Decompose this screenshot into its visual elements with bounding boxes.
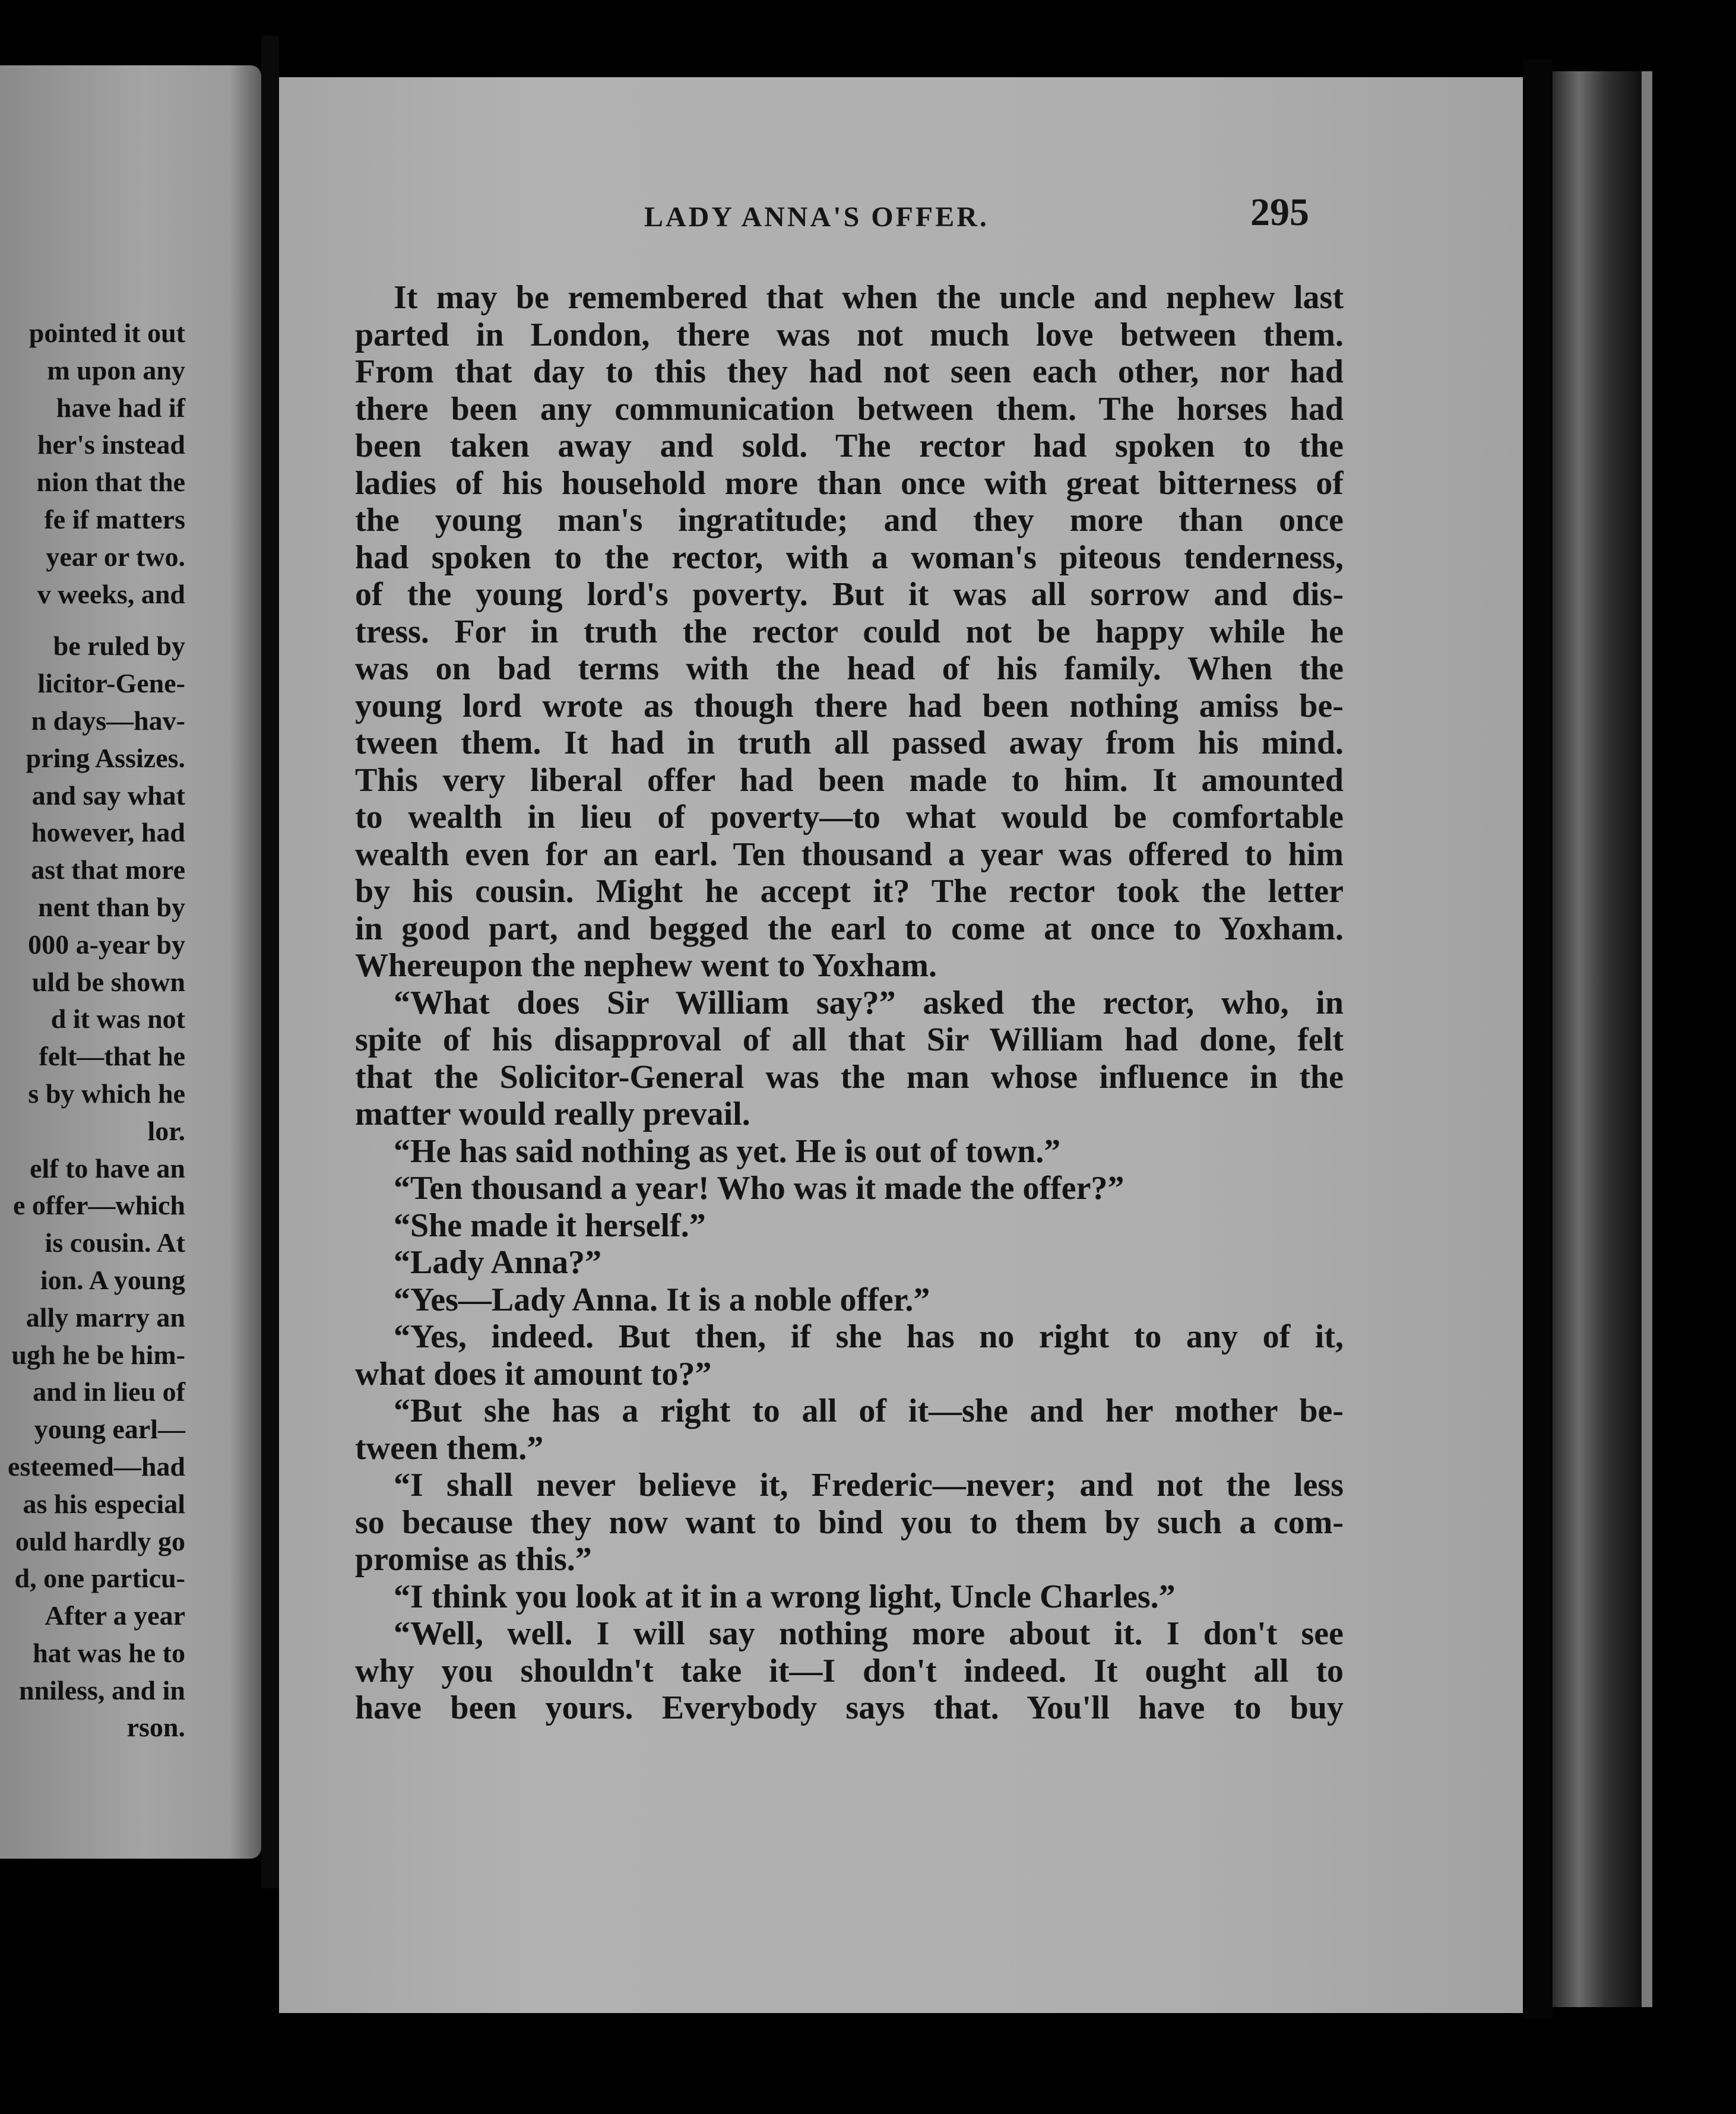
text-line: why you shouldn't take it—I don't indeed. It ought all to (355, 1652, 1344, 1689)
previous-page-line: e offer—which (13, 1190, 185, 1221)
text-line: “I shall never believe it, Frederic—never; and not the less (394, 1467, 1344, 1504)
previous-page-fragment (0, 65, 261, 1859)
text-line: the young man's ingratitude; and they more than once (355, 502, 1344, 539)
text-line: to wealth in lieu of poverty—to what would be comfortable (355, 799, 1344, 836)
previous-page-line: ould hardly go (15, 1526, 185, 1556)
text-line: It may be remembered that when the uncle and nephew last (394, 279, 1344, 316)
previous-page-line: d it was not (50, 1004, 185, 1034)
text-line: promise as this.” (355, 1541, 592, 1578)
text-line: tween them. It had in truth all passed away from his mind. (355, 724, 1344, 761)
previous-page-line: elf to have an (30, 1153, 185, 1183)
previous-page-line: ion. A young (40, 1264, 185, 1295)
previous-page-line: esteemed—had (8, 1451, 185, 1482)
text-line: was on bad terms with the head of his family. When the (355, 650, 1344, 687)
page-number: 295 (1250, 191, 1309, 234)
previous-page-line: pring Assizes. (26, 742, 185, 773)
text-line: in good part, and begged the earl to come at once to Yoxham. (355, 910, 1344, 947)
text-line: “Lady Anna?” (394, 1244, 602, 1281)
previous-page-line: nent than by (38, 891, 185, 922)
previous-page-line: ast that more (31, 855, 185, 885)
page-edge-shadow (1523, 59, 1553, 2019)
previous-page-line: s by which he (28, 1078, 185, 1109)
text-line: ladies of his household more than once with great bitterness of (355, 464, 1344, 502)
text-line: “Yes, indeed. But then, if she has no right to any of it, (394, 1318, 1344, 1355)
previous-page-line: uld be shown (31, 966, 185, 997)
text-line: “Yes—Lady Anna. It is a noble offer.” (394, 1281, 930, 1318)
previous-page-line: however, had (31, 817, 185, 848)
next-pages-edge (1553, 71, 1642, 2007)
previous-page-line: rson. (126, 1712, 185, 1743)
text-line: been taken away and sold. The rector had spoken to the (355, 428, 1344, 464)
previous-page-line: is cousin. At (45, 1227, 185, 1258)
previous-page-line: n days—hav- (31, 705, 185, 736)
text-line: “Well, well. I will say nothing more about it. I don't see (394, 1615, 1344, 1652)
previous-page-line: 000 a-year by (28, 929, 185, 960)
previous-page-line: and say what (31, 780, 185, 811)
previous-page-text (0, 315, 185, 1746)
previous-page-line: hat was he to (33, 1637, 185, 1668)
previous-page-line: pointed it out (28, 318, 185, 348)
previous-page-line: lor. (147, 1115, 185, 1146)
previous-page-line: fe if matters (44, 504, 185, 534)
text-line: by his cousin. Might he accept it? The rector took the letter (355, 873, 1344, 910)
previous-page-line: nion that the (36, 467, 185, 498)
book-page (279, 77, 1523, 2013)
text-line: there been any communication between them. The horses had (355, 390, 1344, 428)
previous-page-paragraph-gap (0, 613, 185, 628)
book-edge-strip (1642, 71, 1652, 2007)
text-line: had spoken to the rector, with a woman's piteous tenderness, (355, 539, 1344, 576)
previous-page-line: ally marry an (26, 1302, 185, 1333)
text-line: “Ten thousand a year! Who was it made the offer?” (394, 1170, 1124, 1207)
text-line: “She made it herself.” (394, 1207, 706, 1244)
text-line: so because they now want to bind you to them by such a com- (355, 1504, 1344, 1541)
text-line: “I think you look at it in a wrong light, Uncle Charles.” (394, 1578, 1176, 1615)
text-line: of the young lord's poverty. But it was all sorrow and dis- (355, 576, 1344, 613)
text-line: “But she has a right to all of it—she and her mother be- (394, 1393, 1344, 1429)
text-line: spite of his disapproval of all that Sir William had done, felt (355, 1021, 1344, 1058)
previous-page-line: as his especial (23, 1488, 185, 1519)
text-line: This very liberal offer had been made to him. It amounted (355, 761, 1344, 799)
text-line: what does it amount to?” (355, 1355, 712, 1393)
previous-page-line: m upon any (47, 355, 185, 385)
book-gutter (261, 36, 279, 1888)
text-line: “What does Sir William say?” asked the rector, who, in (394, 984, 1344, 1021)
text-line: “He has said nothing as yet. He is out of town.” (394, 1132, 1061, 1170)
previous-page-line: young earl— (34, 1414, 185, 1445)
text-line: that the Solicitor-General was the man whose influence in the (355, 1058, 1344, 1096)
text-line: From that day to this they had not seen each other, nor had (355, 353, 1344, 390)
previous-page-line: v weeks, and (37, 578, 185, 609)
text-line: Whereupon the nephew went to Yoxham. (355, 947, 937, 984)
previous-page-line: year or two. (46, 541, 185, 572)
text-line: young lord wrote as though there had been nothing amiss be- (355, 687, 1344, 724)
previous-page-line: d, one particu- (14, 1563, 185, 1594)
text-line: tress. For in truth the rector could not be happy while he (355, 613, 1344, 650)
running-title: LADY ANNA'S OFFER. (644, 201, 989, 233)
text-line: matter would really prevail. (355, 1096, 750, 1132)
previous-page-line: nniless, and in (19, 1675, 185, 1705)
text-line: wealth even for an earl. Ten thousand a year was offered to him (355, 836, 1344, 873)
text-line: parted in London, there was not much love between them. (355, 316, 1344, 353)
previous-page-line: her's instead (37, 429, 185, 460)
previous-page-line: and in lieu of (33, 1376, 185, 1407)
previous-page-line: licitor-Gene- (37, 668, 185, 699)
running-header (279, 190, 1523, 243)
text-line: have been yours. Everybody says that. You'll have to buy (355, 1689, 1344, 1726)
page-body-text (355, 279, 1344, 1727)
previous-page-line: be ruled by (53, 631, 185, 662)
text-line: tween them.” (355, 1429, 544, 1467)
previous-page-line: felt—that he (39, 1041, 185, 1072)
previous-page-line: After a year (45, 1600, 185, 1631)
previous-page-line: ugh he be him- (11, 1339, 185, 1370)
previous-page-line: have had if (56, 392, 185, 423)
